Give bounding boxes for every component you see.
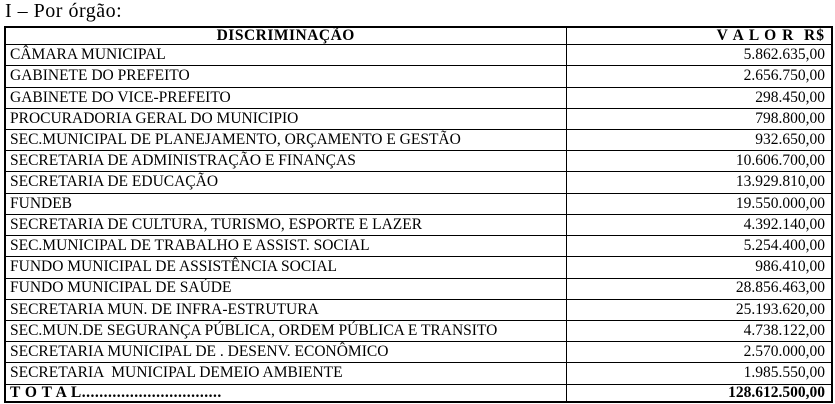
column-header-value: V A L O R R$ [566, 27, 832, 45]
organ-name-cell: SECRETARIA DE ADMINISTRAÇÃO E FINANÇAS [5, 151, 566, 172]
total-row [5, 384, 832, 402]
organ-value-cell: 10.606.700,00 [566, 151, 832, 172]
section-title: I – Por órgão: [5, 0, 123, 22]
organ-value-cell: 13.929.810,00 [566, 172, 832, 193]
table-row [5, 151, 832, 172]
organ-name-cell: SECRETARIA MUNICIPAL DEMEIO AMBIENTE [5, 363, 566, 384]
organ-name-cell: GABINETE DO VICE-PREFEITO [5, 87, 566, 108]
organ-value-cell: 5.862.635,00 [566, 45, 832, 66]
organ-name-cell: GABINETE DO PREFEITO [5, 66, 566, 87]
table-row [5, 130, 832, 151]
organ-value-cell: 798.800,00 [566, 108, 832, 129]
table-row [5, 45, 832, 66]
organ-name-cell: SECRETARIA DE EDUCAÇÃO [5, 172, 566, 193]
organ-value-cell: 4.392.140,00 [566, 214, 832, 235]
budget-by-organ-table [4, 26, 833, 403]
organ-name-cell: CÂMARA MUNICIPAL [5, 45, 566, 66]
organ-value-cell: 2.570.000,00 [566, 342, 832, 363]
organ-name-cell: FUNDEB [5, 193, 566, 214]
organ-name-cell: SEC.MUNICIPAL DE PLANEJAMENTO, ORÇAMENTO E GESTÃO [5, 130, 566, 151]
organ-value-cell: 19.550.000,00 [566, 193, 832, 214]
total-label: T O T A L................................ [5, 384, 566, 402]
organ-value-cell: 298.450,00 [566, 87, 832, 108]
organ-name-cell: SEC.MUNICIPAL DE TRABALHO E ASSIST. SOCIAL [5, 236, 566, 257]
organ-value-cell: 28.856.463,00 [566, 278, 832, 299]
table-row [5, 172, 832, 193]
organ-name-cell: SEC.MUN.DE SEGURANÇA PÚBLICA, ORDEM PÚBLICA E TRANSITO [5, 320, 566, 341]
organ-value-cell: 4.738.122,00 [566, 320, 832, 341]
total-value: 128.612.500,00 [566, 384, 832, 402]
table-row [5, 108, 832, 129]
organ-name-cell: SECRETARIA DE CULTURA, TURISMO, ESPORTE E LAZER [5, 214, 566, 235]
organ-value-cell: 2.656.750,00 [566, 66, 832, 87]
organ-name-cell: FUNDO MUNICIPAL DE SAÚDE [5, 278, 566, 299]
organ-value-cell: 986.410,00 [566, 257, 832, 278]
table-row [5, 193, 832, 214]
table-row [5, 87, 832, 108]
organ-name-cell: PROCURADORIA GERAL DO MUNICIPIO [5, 108, 566, 129]
table-row [5, 66, 832, 87]
table-row [5, 299, 832, 320]
column-header-discrimination: DISCRIMINAÇÃO [5, 27, 566, 45]
table-row [5, 342, 832, 363]
table-header-row [5, 27, 832, 45]
table-row [5, 363, 832, 384]
table-row [5, 320, 832, 341]
table-row [5, 214, 832, 235]
organ-name-cell: FUNDO MUNICIPAL DE ASSISTÊNCIA SOCIAL [5, 257, 566, 278]
table-row [5, 257, 832, 278]
organ-name-cell: SECRETARIA MUNICIPAL DE . DESENV. ECONÔMICO [5, 342, 566, 363]
organ-name-cell: SECRETARIA MUN. DE INFRA-ESTRUTURA [5, 299, 566, 320]
organ-value-cell: 5.254.400,00 [566, 236, 832, 257]
organ-value-cell: 932.650,00 [566, 130, 832, 151]
table-row [5, 236, 832, 257]
table-row [5, 278, 832, 299]
organ-value-cell: 25.193.620,00 [566, 299, 832, 320]
organ-value-cell: 1.985.550,00 [566, 363, 832, 384]
